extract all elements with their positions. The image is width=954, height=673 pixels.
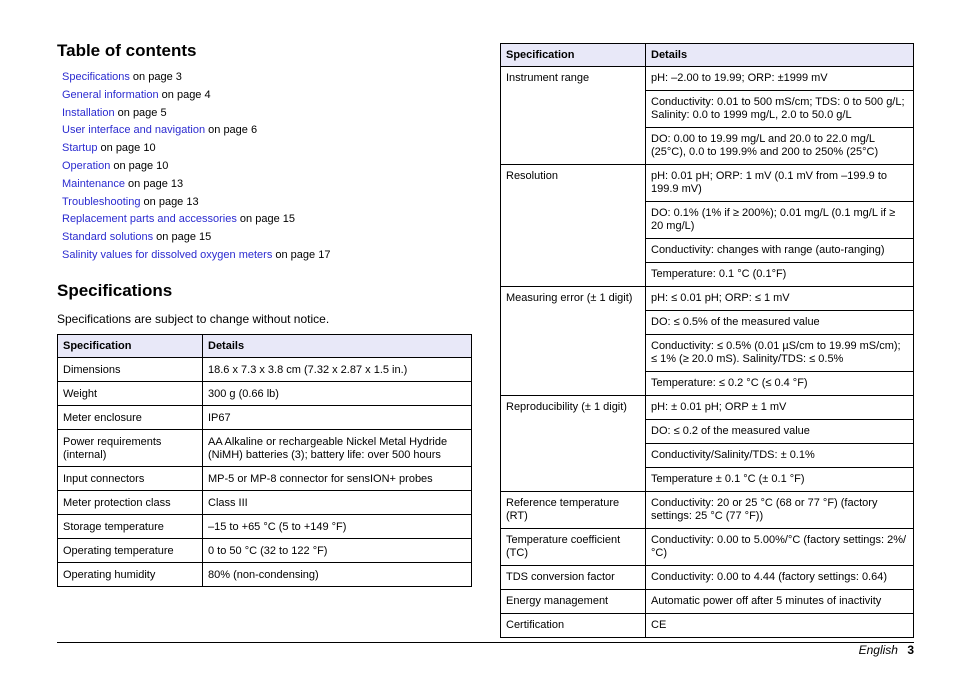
table-row (58, 514, 472, 538)
table-row (58, 357, 472, 381)
spec-name-cell: Input connectors (58, 466, 203, 490)
spec-name-cell: Power requirements (internal) (58, 429, 203, 466)
table-header-row (58, 334, 472, 357)
spec-name-cell: Resolution (501, 165, 646, 287)
spec-details-cell: Automatic power off after 5 minutes of inactivity (646, 590, 914, 614)
toc-link[interactable]: Salinity values for dissolved oxygen meters (62, 248, 273, 261)
header-details: Details (203, 334, 472, 357)
spec-details-cell: pH: –2.00 to 19.99; ORP: ±1999 mV (646, 67, 914, 91)
spec-details-cell: 300 g (0.66 lb) (203, 381, 472, 405)
spec-details-cell: pH: 0.01 pH; ORP: 1 mV (0.1 mV from –199.9 to 199.9 mV) (646, 165, 914, 202)
toc-page-ref: on page 6 (205, 124, 258, 137)
header-details: Details (646, 44, 914, 67)
toc-item (62, 229, 472, 247)
table-row (58, 429, 472, 466)
spec-name-cell: Weight (58, 381, 203, 405)
table-row (501, 492, 914, 529)
spec-details-cell: Temperature ± 0.1 °C (± 0.1 °F) (646, 468, 914, 492)
toc-item (62, 176, 472, 194)
table-row (501, 165, 914, 202)
spec-name-cell: Reproducibility (± 1 digit) (501, 396, 646, 492)
toc-list (57, 69, 472, 265)
footer-language: English (858, 643, 898, 657)
toc-page-ref: on page 3 (129, 71, 182, 83)
spec-name-cell: Operating humidity (58, 562, 203, 586)
spec-details-cell: Class III (203, 490, 472, 514)
toc-item (62, 140, 472, 158)
specifications-heading: Specifications (57, 280, 173, 300)
toc-page-ref: on page 13 (140, 195, 199, 208)
table-row (58, 490, 472, 514)
toc-link[interactable]: Installation (62, 106, 115, 119)
toc-link[interactable]: Startup (62, 142, 98, 155)
toc-item (62, 158, 472, 176)
spec-details-cell: Conductivity/Salinity/TDS: ± 0.1% (646, 444, 914, 468)
toc-item (62, 122, 472, 140)
spec-name-cell: Operating temperature (58, 538, 203, 562)
toc-link[interactable]: Troubleshooting (62, 195, 141, 208)
toc-page-ref: on page 15 (153, 231, 212, 244)
table-row (501, 529, 914, 566)
toc-page-ref: on page 4 (158, 88, 211, 101)
specifications-table-right (500, 43, 914, 638)
specifications-intro: Specifications are subject to change without notice. (57, 311, 330, 326)
spec-details-cell: Conductivity: 0.01 to 500 mS/cm; TDS: 0 to 500 g/L; Salinity: 0.0 to 1999 mg/L, 2.0 to 50.0 g/L (646, 91, 914, 128)
toc-item (62, 87, 472, 105)
spec-name-cell: Meter enclosure (58, 405, 203, 429)
spec-details-cell: Temperature: 0.1 °C (0.1°F) (646, 263, 914, 287)
spec-name-cell: Reference temperature (RT) (501, 492, 646, 529)
spec-name-cell: Meter protection class (58, 490, 203, 514)
spec-details-cell: pH: ± 0.01 pH; ORP ± 1 mV (646, 396, 914, 420)
spec-details-cell: 0 to 50 °C (32 to 122 °F) (203, 538, 472, 562)
spec-details-cell: Conductivity: ≤ 0.5% (0.01 µS/cm to 19.99 mS/cm); ≤ 1% (≥ 20.0 mS). Salinity/TDS: ≤ 0.5% (646, 335, 914, 372)
specifications-table-left (57, 334, 472, 587)
table-row (501, 287, 914, 311)
toc-link[interactable]: General information (62, 88, 159, 101)
table-row (58, 405, 472, 429)
table-row (501, 67, 914, 91)
toc-item (62, 105, 472, 123)
toc-link[interactable]: Replacement parts and accessories (62, 213, 237, 226)
spec-name-cell: Energy management (501, 590, 646, 614)
spec-details-cell: Conductivity: 0.00 to 4.44 (factory settings: 0.64) (646, 566, 914, 590)
spec-details-cell: 18.6 x 7.3 x 3.8 cm (7.32 x 2.87 x 1.5 in.) (203, 357, 472, 381)
spec-details-cell: pH: ≤ 0.01 pH; ORP: ≤ 1 mV (646, 287, 914, 311)
spec-name-cell: Measuring error (± 1 digit) (501, 287, 646, 396)
spec-details-cell: MP-5 or MP-8 connector for sensION+ probes (203, 466, 472, 490)
spec-name-cell: Dimensions (58, 357, 203, 381)
toc-item (62, 247, 472, 265)
header-specification: Specification (58, 334, 203, 357)
footer-divider (57, 642, 914, 643)
page-footer (859, 643, 914, 657)
table-row (58, 381, 472, 405)
spec-name-cell: Instrument range (501, 67, 646, 165)
toc-link[interactable]: Standard solutions (62, 231, 154, 244)
table-row (501, 396, 914, 420)
spec-details-cell: CE (646, 614, 914, 638)
toc-page-ref: on page 10 (110, 159, 169, 172)
toc-page-ref: on page 17 (272, 248, 331, 261)
table-row (501, 590, 914, 614)
toc-page-ref: on page 5 (114, 106, 167, 119)
page-number: 3 (907, 643, 914, 657)
toc-page-ref: on page 13 (125, 177, 184, 190)
toc-link[interactable]: User interface and navigation (62, 124, 206, 137)
spec-details-cell: 80% (non-condensing) (203, 562, 472, 586)
table-header-row (501, 44, 914, 67)
spec-name-cell: Certification (501, 614, 646, 638)
toc-item (62, 194, 472, 212)
spec-details-cell: AA Alkaline or rechargeable Nickel Metal Hydride (NiMH) batteries (3); battery life: over 500 hours (203, 429, 472, 466)
spec-details-cell: DO: 0.1% (1% if ≥ 200%); 0.01 mg/L (0.1 mg/L if ≥ 20 mg/L) (646, 202, 914, 239)
toc-page-ref: on page 15 (236, 213, 295, 226)
spec-name-cell: Temperature coefficient (TC) (501, 529, 646, 566)
toc-page-ref: on page 10 (97, 142, 156, 155)
spec-details-cell: IP67 (203, 405, 472, 429)
spec-details-cell: Conductivity: 20 or 25 °C (68 or 77 °F) (factory settings: 25 °C (77 °F)) (646, 492, 914, 529)
spec-details-cell: Conductivity: changes with range (auto-ranging) (646, 239, 914, 263)
spec-details-cell: DO: 0.00 to 19.99 mg/L and 20.0 to 22.0 mg/L (25°C), 0.0 to 199.9% and 200 to 250% (25°C) (646, 128, 914, 165)
toc-link[interactable]: Operation (62, 159, 111, 172)
spec-details-cell: –15 to +65 °C (5 to +149 °F) (203, 514, 472, 538)
header-specification: Specification (501, 44, 646, 67)
table-row (58, 538, 472, 562)
table-row (501, 566, 914, 590)
toc-title: Table of contents (57, 41, 197, 60)
spec-details-cell: DO: ≤ 0.5% of the measured value (646, 311, 914, 335)
table-row (58, 562, 472, 586)
table-row (58, 466, 472, 490)
table-row (501, 614, 914, 638)
toc-link[interactable]: Maintenance (62, 177, 125, 190)
spec-name-cell: Storage temperature (58, 514, 203, 538)
spec-details-cell: DO: ≤ 0.2 of the measured value (646, 420, 914, 444)
toc-item (62, 69, 472, 87)
spec-name-cell: TDS conversion factor (501, 566, 646, 590)
right-column (500, 43, 914, 638)
left-column (57, 40, 472, 587)
toc-item (62, 211, 472, 229)
toc-link[interactable]: Specifications (62, 71, 130, 83)
spec-details-cell: Temperature: ≤ 0.2 °C (≤ 0.4 °F) (646, 372, 914, 396)
spec-details-cell: Conductivity: 0.00 to 5.00%/°C (factory settings: 2%/ °C) (646, 529, 914, 566)
